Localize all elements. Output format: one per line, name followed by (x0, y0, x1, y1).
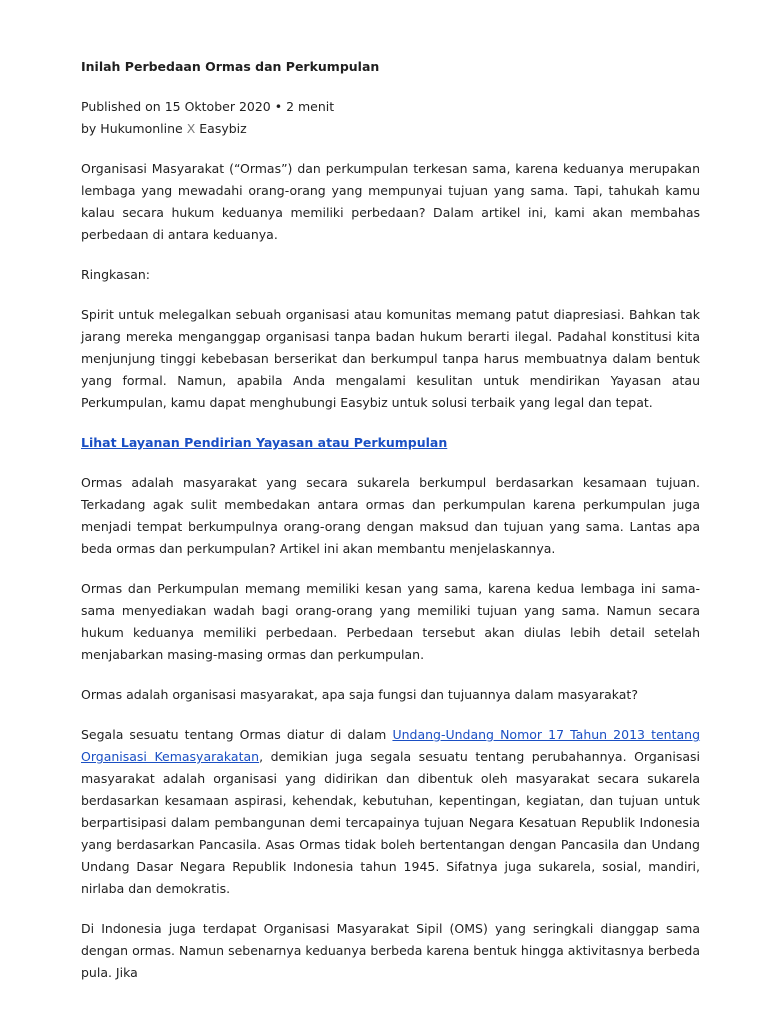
intro-paragraph: Organisasi Masyarakat (“Ormas”) dan perkumpulan terkesan sama, karena keduanya merupakan lembaga yang mewadahi orang-orang yang mempunyai tujuan yang sama. Tapi, tahukah kamu kalau secara hukum keduanya memiliki perbedaan? Dalam artikel ini, kami akan membahas perbedaan di antara keduanya. (81, 161, 700, 242)
question-heading: Ormas adalah organisasi masyarakat, apa saja fungsi dan tujuannya dalam masyarakat? (81, 687, 638, 702)
byline-partner: Easybiz (199, 121, 247, 136)
service-link-wrapper (81, 432, 700, 454)
article-meta (81, 96, 700, 140)
paragraph-ormas-definition: Ormas adalah masyarakat yang secara sukarela berkumpul berdasarkan kesamaan tujuan. Terkadang agak sulit membedakan antara ormas dan perkumpulan karena perkumpulan juga menjadi tempat berkumpulnya orang-orang dengan maksud dan tujuan yang sama. Lantas apa beda ormas dan perkumpulan? Artikel ini akan membantu menjelaskannya. (81, 475, 700, 556)
byline-separator: X (186, 121, 196, 136)
summary-label: Ringkasan: (81, 267, 151, 282)
paragraph-comparison: Ormas dan Perkumpulan memang memiliki kesan yang sama, karena kedua lembaga ini sama-sama menyediakan wadah bagi orang-orang yang memiliki tujuan yang sama. Namun secara hukum keduanya memiliki perbedaan. Perbedaan tersebut akan diulas lebih detail setelah menjabarkan masing-masing ormas dan perkumpulan. (81, 581, 700, 662)
byline-author: by Hukumonline (81, 121, 183, 136)
published-date: Published on 15 Oktober 2020 • 2 menit (81, 99, 335, 114)
legal-basis-lead: Segala sesuatu tentang Ormas diatur di dalam (81, 727, 393, 742)
law-link[interactable]: Undang-Undang Nomor 17 Tahun 2013 tentang Organisasi Kemasyarakatan (81, 727, 701, 764)
paragraph-legal-basis (81, 724, 700, 900)
byline (81, 118, 700, 140)
service-link[interactable]: Lihat Layanan Pendirian Yayasan atau Perkumpulan (81, 435, 448, 450)
legal-basis-body: , demikian juga segala sesuatu tentang perubahannya. Organisasi masyarakat adalah organisasi yang didirikan dan dibentuk oleh masyarakat secara sukarela berdasarkan kesamaan aspirasi, kehendak, kebutuhan, kepentingan, kegiatan, dan tujuan untuk berpartisipasi dalam pembangunan demi tercapainya tujuan Negara Kesatuan Republik Indonesia yang berdasarkan Pancasila. Asas Ormas tidak boleh bertentangan dengan Pancasila dan Undang Undang Dasar Negara Republik Indonesia tahun 1945. Sifatnya juga sukarela, sosial, mandiri, nirlaba dan demokratis. (81, 749, 700, 896)
article-title: Inilah Perbedaan Ormas dan Perkumpulan (81, 59, 380, 74)
summary-paragraph: Spirit untuk melegalkan sebuah organisasi atau komunitas memang patut diapresiasi. Bahkan tak jarang mereka menganggap organisasi tanpa badan hukum berarti ilegal. Padahal konstitusi kita menjunjung tinggi kebebasan berserikat dan berkumpul tanpa harus membuatnya dalam bentuk yang formal. Namun, apabila Anda mengalami kesulitan untuk mendirikan Yayasan atau Perkumpulan, kamu dapat menghubungi Easybiz untuk solusi terbaik yang legal dan tepat. (81, 307, 700, 410)
paragraph-oms: Di Indonesia juga terdapat Organisasi Masyarakat Sipil (OMS) yang seringkali dianggap sama dengan ormas. Namun sebenarnya keduanya berbeda karena bentuk hingga aktivitasnya berbeda pula. Jika (81, 921, 700, 980)
article (81, 56, 700, 1002)
